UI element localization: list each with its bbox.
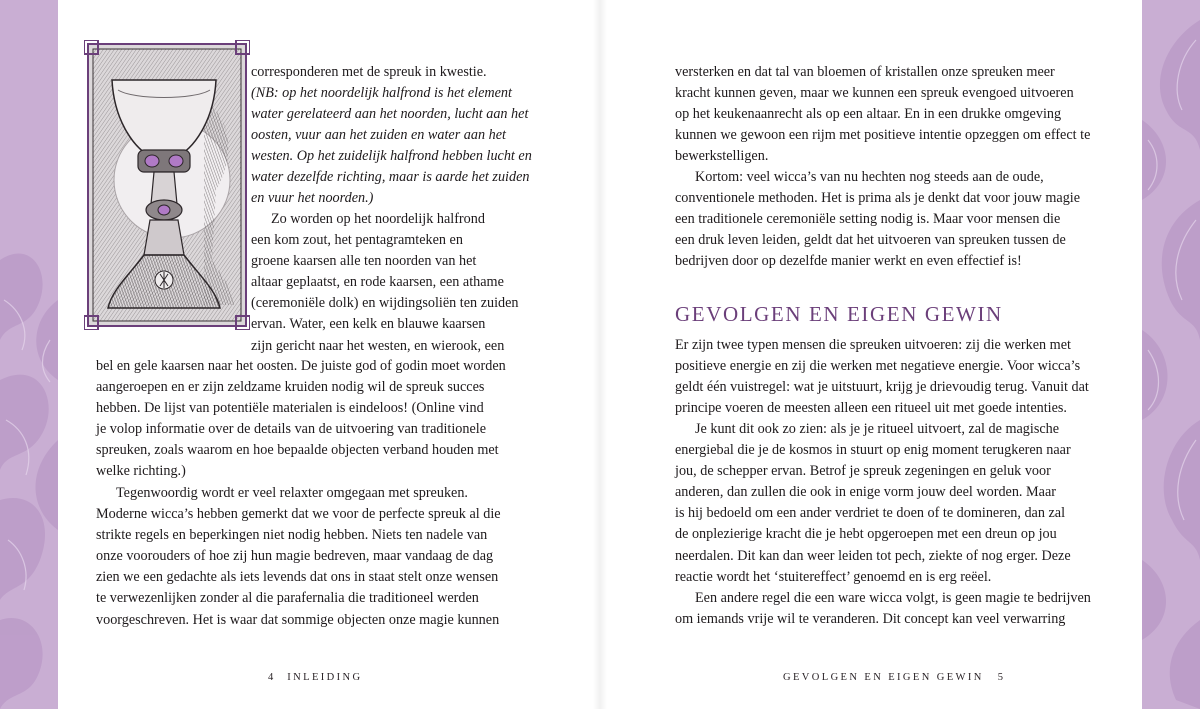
text-line: positieve energie en zij die werken met negatieve energie. Voor wicca’s: [675, 358, 1081, 375]
text-line: Zo worden op het noordelijk halfrond: [271, 211, 485, 227]
text-line: corresponderen met de spreuk in kwestie.: [251, 64, 487, 80]
left-page-folio: [254, 672, 363, 683]
right-page-folio: [783, 672, 1017, 683]
text-line: bedrijven door op dezelfde manier werkt en even effectief is!: [675, 253, 1022, 270]
text-line: water gerelateerd aan het noorden, lucht aan het: [251, 106, 529, 123]
right-paragraph-continued: [675, 62, 1145, 167]
left-page: [58, 0, 599, 709]
text-line: bel en gele kaarsen naar het oosten. De juiste god of godin moet worden: [96, 358, 506, 374]
text-line: ervan. Water, een kelk en blauwe kaarsen: [251, 316, 486, 333]
text-line: kunnen we gewoon een rijm met positieve intentie opzeggen om effect te: [675, 127, 1091, 144]
left-paragraph-materials: [96, 356, 566, 483]
text-line: water dezelfde richting, maar is aarde het zuiden: [251, 169, 530, 186]
text-line: geldt één vuistregel: wat je uitstuurt, krijg je drievoudig terug. Vanuit dat: [675, 379, 1089, 396]
text-line: reactie wordt het ‘stuitereffect’ genoemd en is erg reëel.: [675, 568, 992, 585]
text-line: altaar geplaatst, en rode kaarsen, een athame: [251, 274, 504, 291]
text-line: energiebal die je de kosmos in stuurt op enig moment terugkeren naar: [675, 442, 1071, 459]
text-line: Een andere regel die een ware wicca volgt, is geen magie te bedrijven: [695, 590, 1091, 606]
text-line: (NB: op het noordelijk halfrond is het element: [251, 85, 512, 101]
text-line: een druk leven leiden, geldt dat het uitvoeren van spreuken tussen de: [675, 232, 1066, 249]
chalice-engraving-image: [84, 40, 250, 330]
text-line: anderen, dan zullen die ook in enige vorm jouw deel worden. Maar: [675, 484, 1056, 501]
text-line: westen. Op het zuidelijk halfrond hebben lucht en: [251, 148, 532, 165]
text-line: zijn gericht naar het westen, en wierook, een: [251, 337, 505, 354]
text-line: versterken en dat tal van bloemen of kristallen onze spreuken meer: [675, 64, 1055, 80]
text-line: Je kunt dit ook zo zien: als je je ritueel uitvoert, zal de magische: [695, 421, 1060, 437]
text-line: neerdalen. Dit kan dan weer leiden tot pech, ziekte of nog erger. Deze: [675, 547, 1071, 564]
left-paragraph-modern: [96, 483, 566, 631]
acanthus-leaf-pattern-left: [0, 0, 58, 709]
running-head: INLEIDING: [287, 672, 363, 683]
text-line: je volop informatie over de details van de uitvoering van traditionele: [96, 421, 487, 438]
text-line: om iemands vrije wil te veranderen. Dit concept kan veel verwarring: [675, 611, 1066, 628]
text-line: onze voorouders of hoe zij hun magie bedreven, maar vandaag de dag: [96, 548, 494, 565]
left-paragraph-continued: [251, 62, 533, 83]
left-decorative-edge: [0, 0, 58, 709]
text-line: spreuken, zoals waarom en hoe bepaalde objecten verband houden met: [96, 442, 499, 459]
text-line: Kortom: veel wicca’s van nu hechten nog steeds aan de oude,: [695, 169, 1044, 185]
text-line: op het keukenaanrecht als op een altaar. En in een drukke omgeving: [675, 106, 1062, 123]
text-line: de onplezierige kracht die je hebt opgeroepen met een dreun op jou: [675, 526, 1057, 543]
text-line: en vuur het noorden.): [251, 190, 374, 207]
text-line: groene kaarsen alle ten noorden van het: [251, 253, 477, 270]
text-line: principe voeren de meesten alleen een ritueel uit met goede intenties.: [675, 400, 1067, 417]
right-paragraph-rebound: [675, 419, 1145, 588]
text-line: Tegenwoordig wordt er veel relaxter omgegaan met spreuken.: [116, 485, 468, 501]
section-heading: GEVOLGEN EN EIGEN GEWIN: [675, 302, 1003, 326]
text-line: kracht kunnen geven, maar we kunnen een spreuk evengoed uitvoeren: [675, 85, 1074, 102]
right-decorative-edge: [1142, 0, 1200, 709]
left-paragraph-note: [251, 83, 561, 210]
text-line: voorgeschreven. Het is waar dat sommige objecten onze magie kunnen: [96, 611, 500, 628]
text-line: strikte regels en beperkingen niet nodig hebben. Niets ten nadele van: [96, 527, 488, 544]
left-paragraph-placement: [251, 209, 561, 357]
right-page: [601, 0, 1142, 709]
page-number: 4: [268, 672, 274, 683]
text-line: jou, de schepper ervan. Betrof je spreuk zegeningen en geluk voor: [675, 463, 1051, 480]
running-head: GEVOLGEN EN EIGEN GEWIN: [783, 672, 984, 683]
text-line: een kom zout, het pentagramteken en: [251, 232, 463, 249]
text-line: is hij bedoeld om een ander verdriet te doen of te domineren, dan zal: [675, 505, 1066, 522]
text-line: aangeroepen en er zijn zeldzame kruiden nodig wil de spreuk succes: [96, 379, 485, 396]
text-line: zien we een gedachte als iets levends dat ons in staat stelt onze wensen: [96, 569, 499, 586]
text-line: te verwezenlijken zonder al die parafernalia die traditioneel werden: [96, 590, 479, 607]
text-line: een traditionele ceremoniële setting nodig is. Maar voor mensen die: [675, 211, 1061, 228]
text-line: (ceremoniële dolk) en wijdingsoliën ten zuiden: [251, 295, 519, 312]
right-paragraph-free-will: [675, 588, 1145, 630]
text-line: Er zijn twee typen mensen die spreuken uitvoeren: zij die werken met: [675, 337, 1071, 353]
text-line: conventionele methoden. Het is prima als je denkt dat voor jouw magie: [675, 190, 1081, 207]
text-line: hebben. De lijst van potentiële materialen is eindeloos! (Online vind: [96, 400, 484, 417]
right-paragraph-two-types: [675, 335, 1145, 419]
acanthus-leaf-pattern-right: [1142, 0, 1200, 709]
chalice-illustration: [84, 40, 250, 330]
text-line: Moderne wicca’s hebben gemerkt dat we voor de perfecte spreuk al die: [96, 506, 501, 523]
text-line: oosten, vuur aan het zuiden en water aan het: [251, 127, 506, 144]
text-line: welke richting.): [96, 463, 186, 480]
text-line: bewerkstelligen.: [675, 148, 769, 165]
right-paragraph-summary: [675, 167, 1145, 272]
page-number: 5: [997, 672, 1003, 683]
